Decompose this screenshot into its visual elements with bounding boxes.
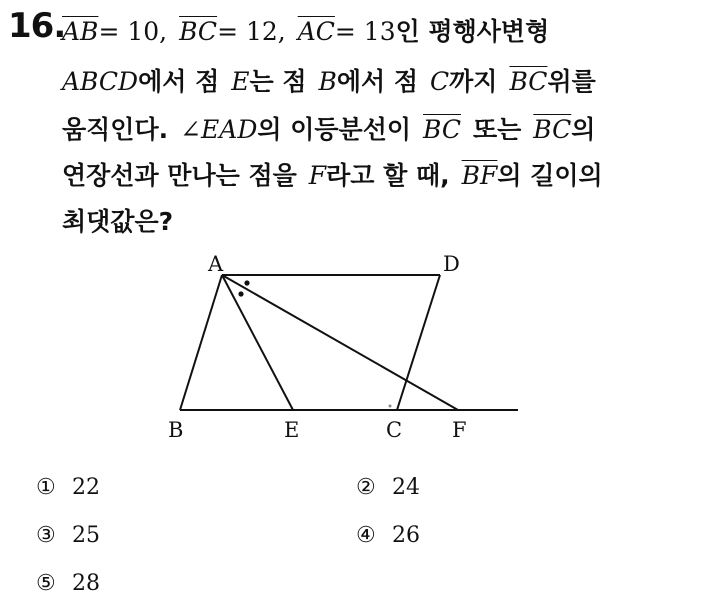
question-text: 의 (571, 115, 596, 144)
math-abcd: ABCD (62, 67, 139, 96)
choice-number: ④ (356, 523, 376, 548)
choice-value: 28 (72, 571, 100, 596)
question-text: 연장선과 만나는 점을 (62, 161, 297, 190)
question-text: 라고 할 때, (326, 161, 450, 190)
segment-ac: $\overline{AC}$ (297, 17, 335, 46)
choice-3[interactable] (36, 523, 100, 548)
choice-value: 26 (392, 523, 420, 548)
parallelogram-figure (160, 245, 540, 445)
question-number: 16. (8, 6, 66, 46)
choice-value: 24 (392, 475, 420, 500)
segment-bc: $\overline{BC}$ (423, 115, 461, 144)
label-c: C (386, 418, 403, 442)
question-text: 또는 (472, 115, 522, 144)
length-text: = 12, (217, 17, 286, 46)
question-text: 는 점 (249, 67, 307, 96)
choice-value: 25 (72, 523, 100, 548)
question-line-4 (62, 156, 603, 192)
segment-bc: $\overline{BC}$ (179, 17, 218, 46)
question-line-2 (62, 62, 596, 98)
segment-bf: $\overline{BF}$ (461, 161, 498, 190)
question-text: 에서 점 (336, 67, 419, 96)
segment-ab: $\overline{AB}$ (62, 17, 99, 46)
question-text: 까지 (449, 67, 498, 96)
question-text: 에서 점 (138, 67, 220, 96)
side-ab (180, 275, 222, 410)
question-text: 의 길이의 (497, 161, 603, 190)
question-text: 인 평행사변형 (395, 17, 550, 46)
angle-ead: ∠EAD (180, 115, 258, 144)
segment-bc: $\overline{BC}$ (509, 67, 548, 96)
question-line-5 (62, 202, 173, 238)
question-text: 위를 (547, 67, 596, 96)
math-f: F (308, 161, 327, 190)
segment-bc: $\overline{BC}$ (533, 115, 572, 144)
angle-mark-dot (238, 291, 243, 296)
choice-5[interactable] (36, 571, 100, 596)
label-e: E (284, 418, 300, 442)
label-b: B (168, 418, 184, 442)
choice-1[interactable] (36, 475, 100, 500)
point-mark (389, 405, 392, 408)
choice-2[interactable] (356, 475, 420, 500)
math-e: E (231, 67, 250, 96)
choice-4[interactable] (356, 523, 420, 548)
label-d: D (443, 252, 460, 276)
label-f: F (452, 418, 467, 442)
math-b: B (318, 67, 337, 96)
side-dc (397, 275, 440, 410)
question-text: 의 이등분선이 (257, 115, 412, 144)
question-text: 움직인다. (62, 115, 169, 144)
question-line-3 (62, 110, 595, 146)
length-text: = 13 (334, 17, 396, 46)
label-a: A (208, 252, 224, 276)
choice-value: 22 (72, 475, 100, 500)
math-c: C (430, 67, 450, 96)
question-text: 최댓값은? (62, 207, 174, 236)
angle-mark-dot (244, 280, 249, 285)
length-text: = 10, (98, 17, 168, 46)
choice-number: ⑤ (36, 571, 56, 596)
choice-number: ③ (36, 523, 56, 548)
choice-number: ② (356, 475, 376, 500)
choice-number: ① (36, 475, 56, 500)
question-line-1 (62, 12, 549, 48)
